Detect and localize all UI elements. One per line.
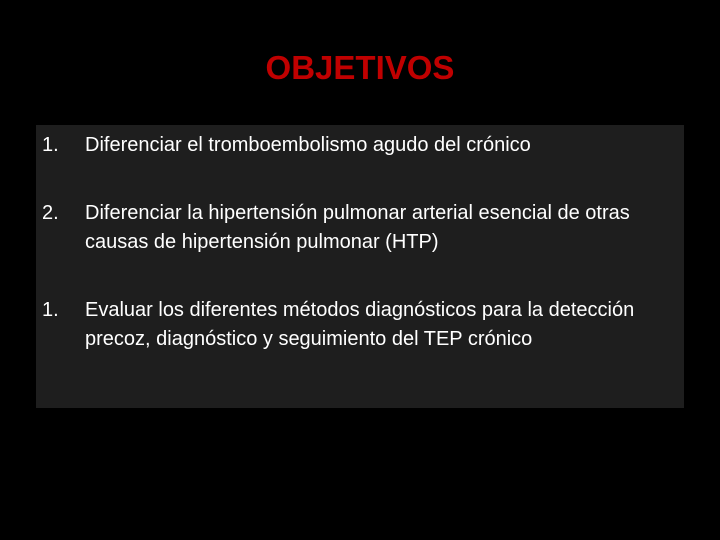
slide-title: OBJETIVOS [265,49,455,86]
objective-text: Evaluar los diferentes métodos diagnósticos para la detección precoz, diagnóstico y seguimiento del TEP crónico [85,299,635,350]
objective-number: 2. [42,202,59,224]
objective-text: Diferenciar la hipertensión pulmonar arterial esencial de otras causas de hipertensión pulmonar (HTP) [85,202,630,253]
objective-number: 1. [42,134,59,156]
objective-number: 1. [42,299,59,321]
objectives-panel [36,125,684,408]
objective-text: Diferenciar el tromboembolismo agudo del crónico [85,134,531,156]
